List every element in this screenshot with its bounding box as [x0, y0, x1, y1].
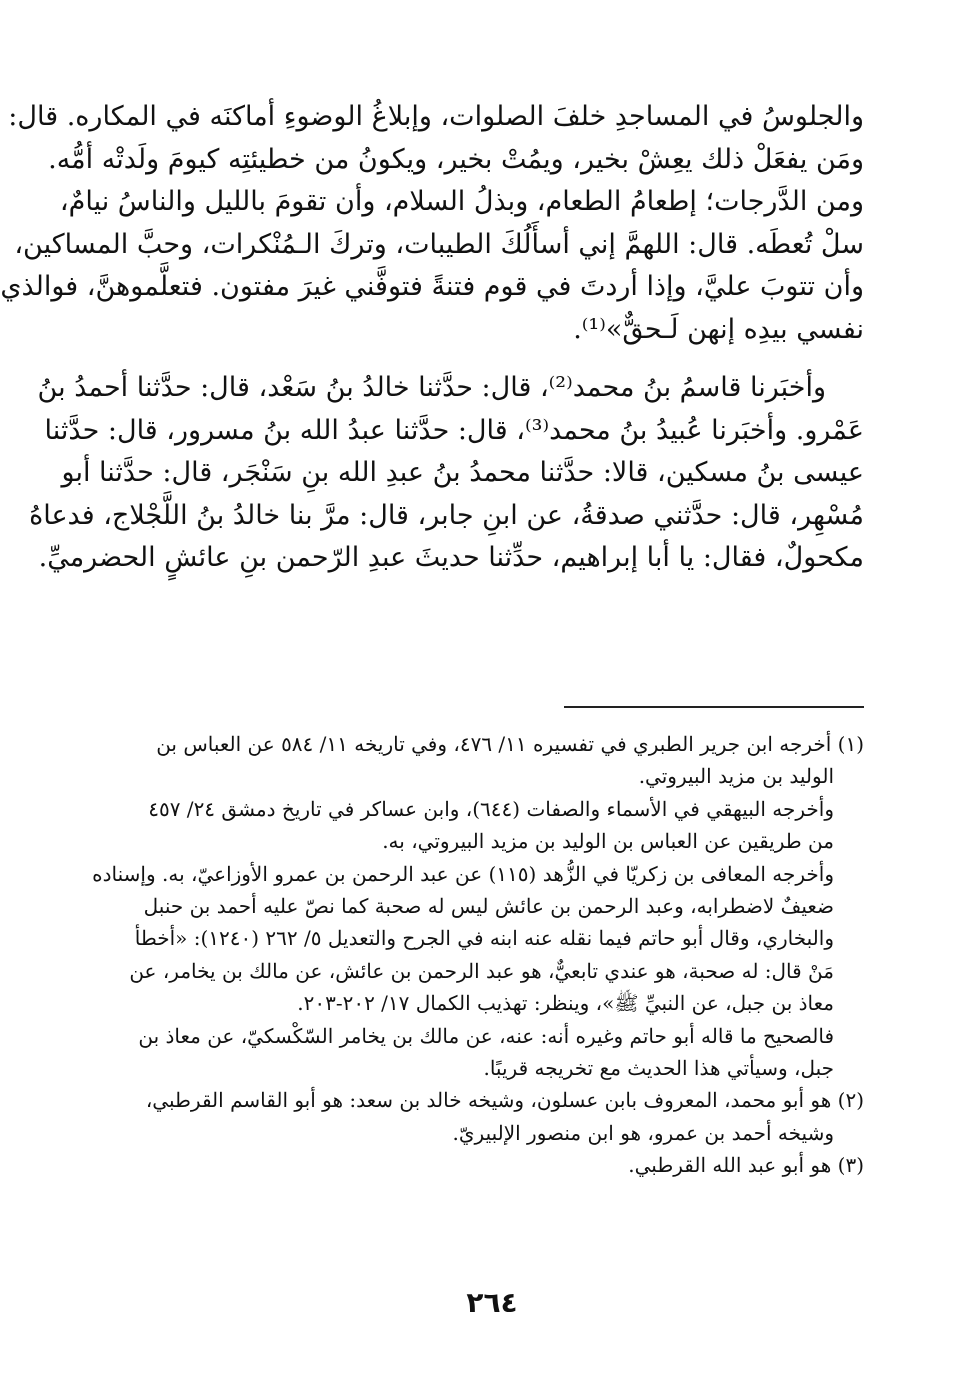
text-line: سلْ تُعطَه. قال: اللهمَّ إني أسأَلُكَ الطيبات، وتركَ الـمُنْكرات، وحبَّ المساكين،: [14, 228, 864, 260]
footnote-line: وأخرجه المعافى بن زكريّا في الزُّهد (١١٥) عن عبد الرحمن بن عمرو الأوزاعيّ، به. وإسناده: [92, 861, 834, 886]
text-line: والجلوسُ في المساجدِ خلفَ الصلوات، وإبلاغُ الوضوءِ أماكنَه في المكاره. قال:: [8, 101, 864, 132]
text-line: مُسْهِر، قال: حدَّثني صدقةُ، عن ابنِ جابر، قال: مرَّ بنا خالدُ بنُ اللَّجْلاج، فدعاهُ: [29, 499, 864, 531]
text-line: مكحولٌ، فقال: يا أبا إبراهيم، حدِّثنا حديثَ عبدِ الرّحمن بنِ عائشٍ الحضرميِّ.: [38, 542, 864, 573]
footnote-line: ضعيفٌ لاضطرابه، وعبد الرحمن بن عائش ليس له صحبة كما نصّ عليه أحمد بن حنبل: [143, 894, 834, 919]
text-line: ومن الدَّرجات؛ إطعامُ الطعام، وبذلُ السلام، وأن تقومَ بالليل والناسُ نيامٌ،: [59, 186, 864, 217]
footnotes: [92, 728, 864, 1182]
footnote-line: (٣) هو أبو عبد الله القرطبي.: [628, 1153, 864, 1178]
page-number: ٢٦٤: [466, 1286, 518, 1319]
footnote-line: فالصحيح ما قاله أبو حاتم وغيره أنه: عنه، عن مالك بن يخامر السّكْسكيّ، عن معاذ بن: [138, 1023, 834, 1048]
text-line: نفسي بيدِه إنهن لَـحقٌّ»⁽¹⁾.: [573, 313, 864, 345]
footnote-separator: [564, 706, 864, 708]
paragraph-1: [0, 96, 864, 351]
text-line: وأخبَرنا قاسمُ بنُ محمد⁽²⁾، قال: حدَّثنا خالدُ بنُ سَعْد، قال: حدَّثنا أحمدُ بنُ: [37, 372, 826, 403]
footnote-line: (٢) هو أبو محمد، المعروف بابن عسلون، وشيخه خالد بن سعد: هو أبو القاسم القرطبي،: [145, 1088, 864, 1113]
text-line: ومَن يفعَلْ ذلك يعِشْ بخير، ويمُتْ بخير، ويكونُ من خطيئتِه كيومَ ولَدتْه أمُّه.: [48, 143, 864, 175]
footnote-line: (١) أخرجه ابن جرير الطبري في تفسيره ١١/ ٤٧٦، وفي تاريخه ١١/ ٥٨٤ عن العباس بن: [156, 732, 864, 756]
text-line: عيسى بنُ مسكين، قالا: حدَّثنا محمدُ بنُ عبدِ الله بنِ سَنْجَر، قال: حدَّثنا أبو: [61, 457, 864, 488]
footnote-line: من طريقين عن العباس بن الوليد بن مزيد البيروتي، به.: [382, 829, 834, 854]
footnote-line: وشيخه أحمد بن عمرو، هو ابن منصور الإلبيريّ.: [452, 1120, 834, 1145]
footnote-line: مَنْ قال: له صحبة، هو عندي تابعيٌّ، هو عبد الرحمن بن عائش، عن مالك بن يخامر، عن: [129, 958, 834, 983]
text-line: وأن تتوبَ عليَّ، وإذا أردتَ في قوم فتنةً فتوفَّني غيرَ مفتون. فتعلَّموهنَّ، فوالذي: [0, 271, 864, 302]
main-text: [0, 96, 864, 580]
footnote-line: معاذ بن جبل، عن النبيِّ ﷺ»، وينظر: تهذيب الكمال ١٧/ ٢٠٢-٢٠٣.: [297, 991, 834, 1016]
footnote-line: وأخرجه البيهقي في الأسماء والصفات (٦٤٤)، وابن عساكر في تاريخ دمشق ٢٤/ ٤٥٧: [148, 796, 834, 821]
text-line: عَمْرو. وأخبَرنا عُبيدُ بنُ محمد⁽³⁾، قال: حدَّثنا عبدُ الله بنُ مسرور، قال: حدَّثنا: [44, 414, 864, 446]
footnote-line: الوليد بن مزيد البيروتي.: [638, 764, 834, 789]
footnote-line: والبخاري، وقال أبو حاتم فيما نقله عنه ابنه في الجرح والتعديل ٥/ ٢٦٢ (١٢٤٠): «أخطأ: [134, 926, 834, 951]
footnote-line: جبل، وسيأتي هذا الحديث مع تخريجه قريبًا.: [483, 1056, 834, 1081]
paragraph-2: [29, 367, 864, 580]
